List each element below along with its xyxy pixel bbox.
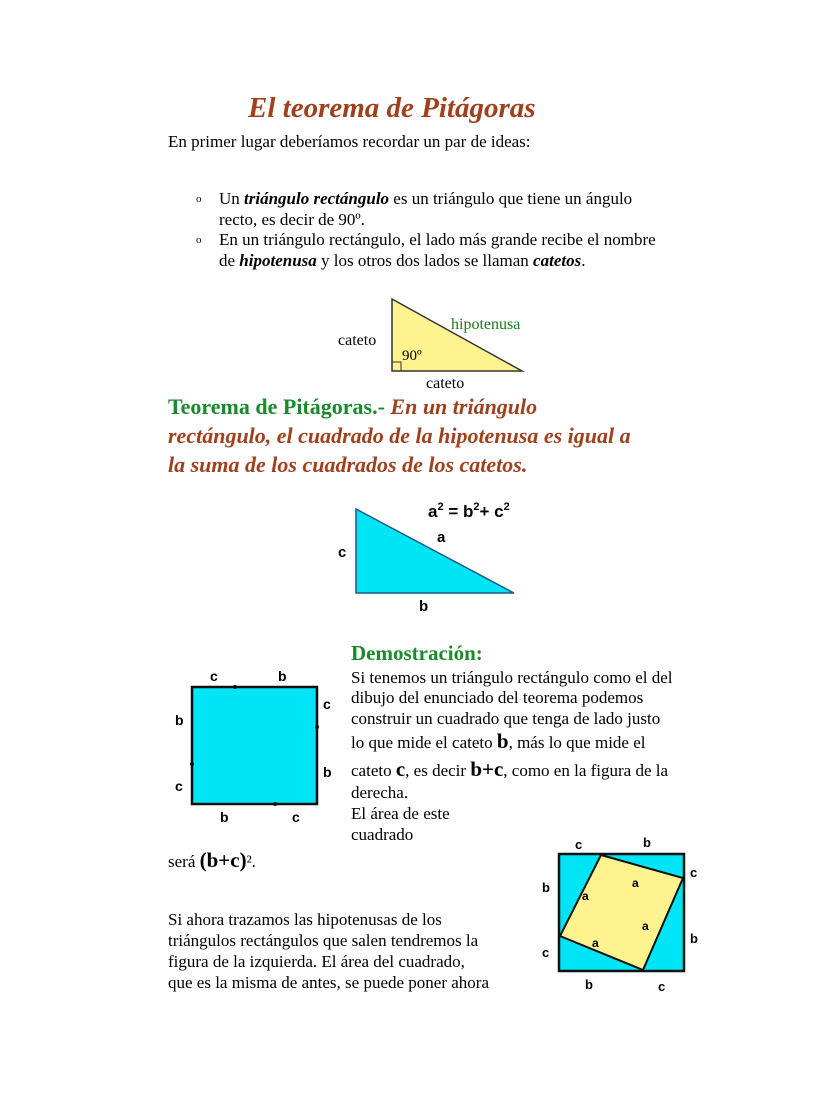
bullet-1-line-2: recto, es decir de 90º. bbox=[219, 210, 365, 229]
bullet-icon: o bbox=[196, 234, 202, 246]
teorema-line-3: la suma de los cuadrados de los catetos. bbox=[168, 452, 528, 477]
side-c-label: c bbox=[338, 544, 347, 561]
demo-line-1: Si tenemos un triángulo rectángulo como el del bbox=[351, 668, 673, 687]
demo-line-7: El área de este bbox=[351, 804, 450, 823]
left-b-label: b bbox=[542, 880, 550, 895]
inner-a-label: a bbox=[642, 919, 649, 933]
square-bc-figure bbox=[165, 662, 345, 832]
hipotenusa-label: hipotenusa bbox=[451, 316, 521, 333]
division-mark bbox=[233, 685, 237, 689]
page-title: El teorema de Pitágoras bbox=[248, 92, 536, 124]
bullet-1-line-1: Un triángulo rectángulo es un triángulo que tiene un ángulo bbox=[219, 189, 633, 208]
top-b-label: b bbox=[278, 668, 287, 684]
para2-line-2: triángulos rectángulos que salen tendremos la bbox=[168, 931, 479, 950]
bottom-c-label: c bbox=[292, 809, 300, 825]
bottom-b-label: b bbox=[585, 977, 593, 992]
inner-a-label: a bbox=[632, 876, 639, 890]
side-a-label: a bbox=[437, 529, 446, 546]
right-b-label: b bbox=[690, 931, 698, 946]
cyan-triangle bbox=[356, 509, 514, 593]
teorema-line-1: Teorema de Pitágoras.- En un triángulo bbox=[168, 394, 538, 419]
top-c-label: c bbox=[575, 837, 583, 852]
demo-line-4: lo que mide el cateto b, más lo que mide el bbox=[351, 729, 646, 753]
square-hypotenuse-figure bbox=[530, 830, 710, 1000]
para2-line-1: Si ahora trazamos las hipotenusas de los bbox=[168, 910, 442, 929]
bullet-2-line-2: de hipotenusa y los otros dos lados se llaman catetos. bbox=[219, 251, 586, 270]
demo-line-8: cuadrado bbox=[351, 825, 414, 844]
division-mark bbox=[190, 762, 194, 766]
right-b-label: b bbox=[323, 764, 332, 780]
bullet-icon: o bbox=[196, 193, 202, 205]
area-expression: será (b+c)². bbox=[168, 848, 256, 872]
demostracion-heading: Demostración: bbox=[351, 641, 483, 665]
bullet-2-line-1: En un triángulo rectángulo, el lado más grande recibe el nombre bbox=[219, 230, 656, 249]
demo-line-2: dibujo del enunciado del teorema podemos bbox=[351, 688, 644, 707]
division-mark bbox=[315, 725, 319, 729]
division-mark bbox=[273, 802, 277, 806]
pythagoras-formula-figure bbox=[330, 495, 560, 620]
left-c-label: c bbox=[542, 945, 550, 960]
angle-label: 90º bbox=[402, 348, 422, 364]
para2-line-3: figura de la izquierda. El área del cuadrado, bbox=[168, 952, 465, 971]
bottom-c-label: c bbox=[658, 979, 666, 994]
para2-line-4: que es la misma de antes, se puede poner ahora bbox=[168, 973, 489, 992]
left-c-label: c bbox=[175, 778, 183, 794]
inner-a-label: a bbox=[582, 889, 589, 903]
right-c-label: c bbox=[323, 696, 331, 712]
demo-line-3: construir un cuadrado que tenga de lado justo bbox=[351, 709, 661, 728]
right-triangle-figure bbox=[330, 292, 560, 392]
right-c-label: c bbox=[690, 865, 698, 880]
side-b-label: b bbox=[419, 598, 429, 615]
cateto-left-label: cateto bbox=[338, 332, 377, 349]
demo-line-6: derecha. bbox=[351, 783, 409, 802]
inner-a-label: a bbox=[592, 936, 599, 950]
left-b-label: b bbox=[175, 712, 184, 728]
top-c-label: c bbox=[210, 668, 218, 684]
cateto-bottom-label: cateto bbox=[426, 375, 465, 392]
demo-line-5: cateto c, es decir b+c, como en la figura de la bbox=[351, 757, 669, 781]
top-b-label: b bbox=[643, 835, 651, 850]
teorema-line-2: rectángulo, el cuadrado de la hipotenusa es igual a bbox=[168, 423, 631, 448]
intro-text: En primer lugar deberíamos recordar un par de ideas: bbox=[168, 132, 531, 151]
bottom-b-label: b bbox=[220, 809, 229, 825]
cyan-square bbox=[192, 687, 317, 804]
formula: $a^2 = b^2+ c^2$ bbox=[428, 501, 510, 521]
